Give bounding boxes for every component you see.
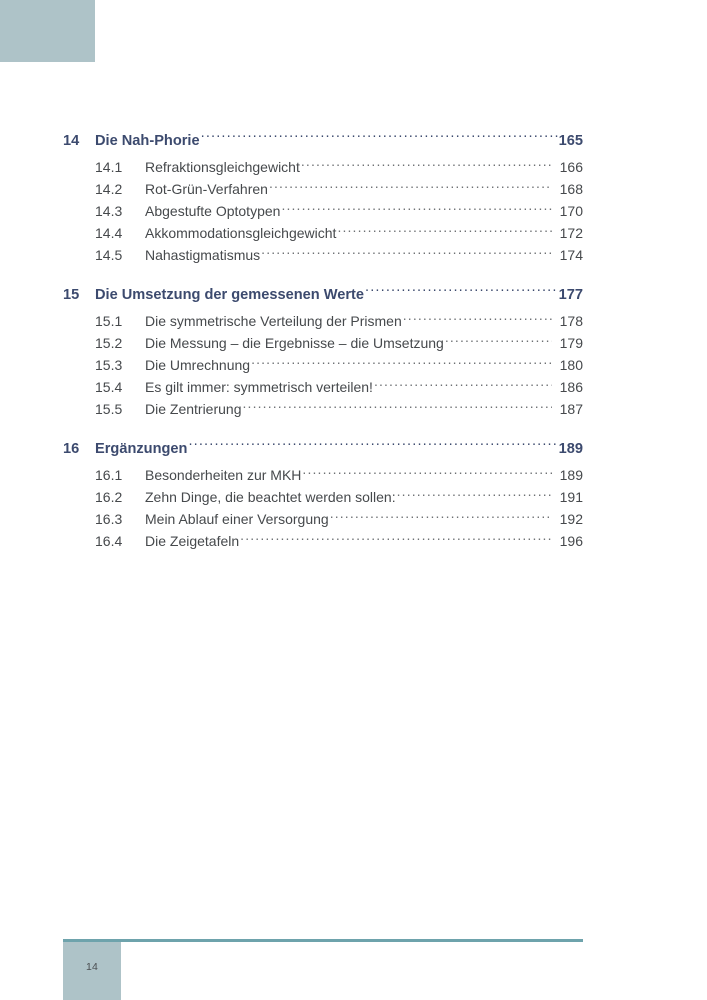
toc-entry-number: 15.5: [95, 401, 123, 417]
toc-entry-page-number: 166: [559, 159, 583, 175]
dot-leader: [337, 224, 552, 238]
toc-entry-title: Akkommodationsgleichgewicht: [145, 225, 337, 241]
toc-entry-title: Die Zentrierung: [145, 401, 242, 417]
table-of-contents: [63, 130, 583, 552]
toc-entry-page-number: 196: [559, 533, 583, 549]
toc-entry-row[interactable]: [63, 156, 583, 178]
toc-entry-title: Es gilt immer: symmetrisch verteilen!: [145, 379, 373, 395]
toc-entry-row[interactable]: [63, 464, 583, 486]
toc-chapter-title: Die Nah-Phorie: [95, 133, 200, 149]
toc-entry-row[interactable]: [63, 332, 583, 354]
toc-entry-page-number: 187: [559, 401, 583, 417]
toc-entry-row[interactable]: [63, 200, 583, 222]
toc-entry-number: 15.3: [95, 357, 123, 373]
footer-page-number: 14: [85, 961, 99, 973]
toc-chapter-row[interactable]: [63, 130, 583, 153]
toc-chapter-page-number: 177: [558, 287, 583, 303]
dot-leader: [374, 378, 552, 392]
dot-leader: [188, 438, 557, 453]
dot-leader: [397, 488, 552, 502]
toc-chapter-row[interactable]: [63, 438, 583, 461]
toc-entry-number: 16.4: [95, 533, 123, 549]
dot-leader: [240, 532, 552, 546]
dot-leader: [365, 284, 558, 299]
toc-section: [63, 130, 583, 266]
toc-entry-number: 14.3: [95, 203, 123, 219]
toc-entry-row[interactable]: [63, 508, 583, 530]
toc-entry-title: Die Zeigetafeln: [145, 533, 240, 549]
toc-entry-title: Besonderheiten zur MKH: [145, 467, 302, 483]
toc-entry-number: 16.3: [95, 511, 123, 527]
toc-entry-row[interactable]: [63, 178, 583, 200]
toc-entry-title: Nahastigmatismus: [145, 247, 261, 263]
toc-entry-title: Mein Ablauf einer Versorgung: [145, 511, 329, 527]
toc-entry-row[interactable]: [63, 530, 583, 552]
toc-entry-row[interactable]: [63, 376, 583, 398]
toc-entry-page-number: 174: [559, 247, 583, 263]
dot-leader: [269, 180, 552, 194]
toc-entry-title: Rot-Grün-Verfahren: [145, 181, 268, 197]
toc-entry-number: 14.5: [95, 247, 123, 263]
toc-chapter-number: 15: [63, 287, 80, 303]
toc-entry-page-number: 191: [559, 489, 583, 505]
toc-entry-page-number: 168: [559, 181, 583, 197]
toc-section: [63, 284, 583, 420]
toc-entry-page-number: 180: [559, 357, 583, 373]
footer-divider-rule: [63, 939, 583, 942]
toc-entry-number: 14.4: [95, 225, 123, 241]
toc-entry-row[interactable]: [63, 486, 583, 508]
toc-entry-title: Die symmetrische Verteilung der Prismen: [145, 313, 402, 329]
toc-entry-page-number: 172: [559, 225, 583, 241]
toc-section: [63, 438, 583, 552]
dot-leader: [261, 246, 552, 260]
toc-chapter-row[interactable]: [63, 284, 583, 307]
dot-leader: [445, 334, 552, 348]
toc-entry-number: 14.2: [95, 181, 123, 197]
dot-leader: [330, 510, 552, 524]
dot-leader: [243, 400, 553, 414]
toc-entry-number: 16.2: [95, 489, 123, 505]
toc-entry-title: Abgestufte Optotypen: [145, 203, 281, 219]
toc-entry-row[interactable]: [63, 222, 583, 244]
toc-entry-number: 16.1: [95, 467, 123, 483]
toc-entry-page-number: 189: [559, 467, 583, 483]
dot-leader: [201, 130, 558, 145]
toc-entry-page-number: 186: [559, 379, 583, 395]
toc-entry-number: 15.2: [95, 335, 123, 351]
toc-entry-row[interactable]: [63, 310, 583, 332]
dot-leader: [403, 312, 552, 326]
dot-leader: [302, 466, 552, 480]
toc-entry-title: Die Umrechnung: [145, 357, 251, 373]
dot-leader: [251, 356, 552, 370]
toc-entry-row[interactable]: [63, 398, 583, 420]
toc-chapter-page-number: 189: [558, 441, 583, 457]
toc-chapter-title: Ergänzungen: [95, 441, 188, 457]
toc-chapter-number: 14: [63, 133, 80, 149]
decorative-corner-block: [0, 0, 95, 62]
toc-entry-title: Refraktionsgleichgewicht: [145, 159, 300, 175]
toc-entry-number: 14.1: [95, 159, 123, 175]
toc-entry-page-number: 192: [559, 511, 583, 527]
dot-leader: [281, 202, 552, 216]
toc-chapter-page-number: 165: [558, 133, 583, 149]
toc-chapter-title: Die Umsetzung der gemessenen Werte: [95, 287, 364, 303]
dot-leader: [301, 158, 552, 172]
toc-chapter-number: 16: [63, 441, 80, 457]
toc-entry-page-number: 179: [559, 335, 583, 351]
toc-entry-row[interactable]: [63, 244, 583, 266]
toc-entry-page-number: 178: [559, 313, 583, 329]
toc-entry-row[interactable]: [63, 354, 583, 376]
toc-entry-title: Zehn Dinge, die beachtet werden sollen:: [145, 489, 396, 505]
toc-entry-title: Die Messung – die Ergebnisse – die Umsetzung: [145, 335, 444, 351]
toc-entry-page-number: 170: [559, 203, 583, 219]
toc-entry-number: 15.4: [95, 379, 123, 395]
toc-entry-number: 15.1: [95, 313, 123, 329]
